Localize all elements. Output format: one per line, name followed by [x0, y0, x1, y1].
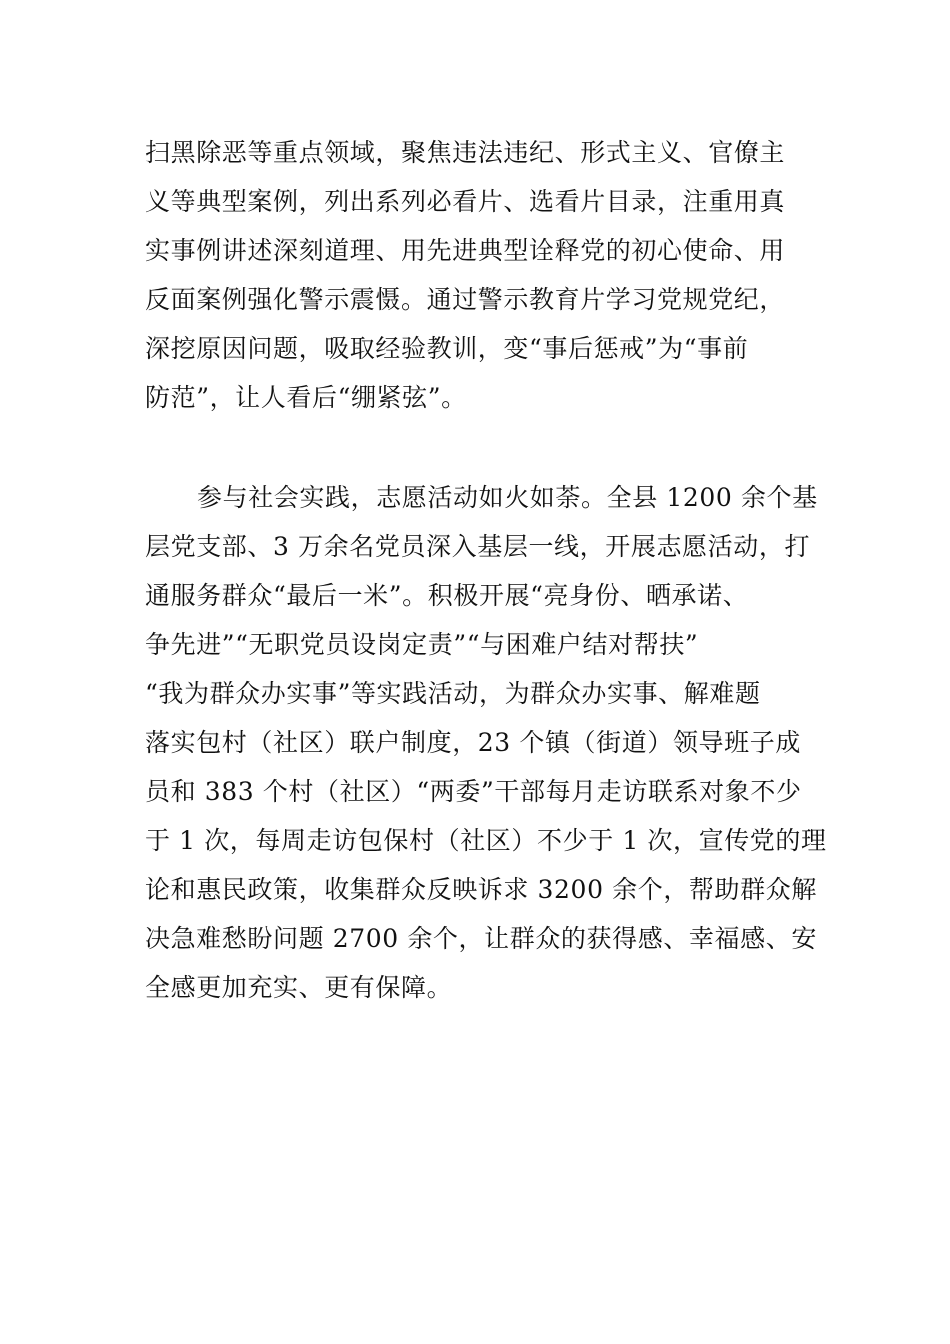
- text-line: 于 1 次，每周走访包保村（社区）不少于 1 次，宣传党的理: [145, 826, 827, 855]
- text-line: 义等典型案例，列出系列必看片、选看片目录，注重用真: [145, 187, 786, 216]
- text-line: “我为群众办实事”等实践活动，为群众办实事、解难题: [145, 679, 761, 708]
- text-line: 实事例讲述深刻道理、用先进典型诠释党的初心使命、用: [145, 236, 786, 265]
- text-line: 层党支部、3 万余名党员深入基层一线，开展志愿活动，打: [145, 532, 811, 561]
- text-line: 全感更加充实、更有保障。: [145, 973, 453, 1002]
- text-line: 防范”，让人看后“绷紧弦”。: [145, 383, 467, 412]
- text-line: 深挖原因问题，吸取经验教训，变“事后惩戒”为“事前: [145, 334, 749, 363]
- text-line: 论和惠民政策，收集群众反映诉求 3200 余个，帮助群众解: [145, 875, 817, 904]
- text-line-first: 参与社会实践，志愿活动如火如荼。全县 1200 余个基: [197, 483, 818, 512]
- paragraph-social-practice: [145, 473, 827, 1012]
- paragraph-continuation: [145, 128, 807, 422]
- text-line: 通服务群众“最后一米”。积极开展“亮身份、晒承诺、: [145, 581, 749, 610]
- text-line: 决急难愁盼问题 2700 余个，让群众的获得感、幸福感、安: [145, 924, 817, 953]
- text-line: 扫黑除恶等重点领域，聚焦违法违纪、形式主义、官僚主: [145, 138, 786, 167]
- text-line: 员和 383 个村（社区）“两委”干部每月走访联系对象不少: [145, 777, 802, 806]
- text-line: 落实包村（社区）联户制度，23 个镇（街道）领导班子成: [145, 728, 801, 757]
- text-line: 反面案例强化警示震慑。通过警示教育片学习党规党纪，: [145, 285, 786, 314]
- text-line: 争先进”“无职党员设岗定责”“与困难户结对帮扶”: [145, 630, 699, 659]
